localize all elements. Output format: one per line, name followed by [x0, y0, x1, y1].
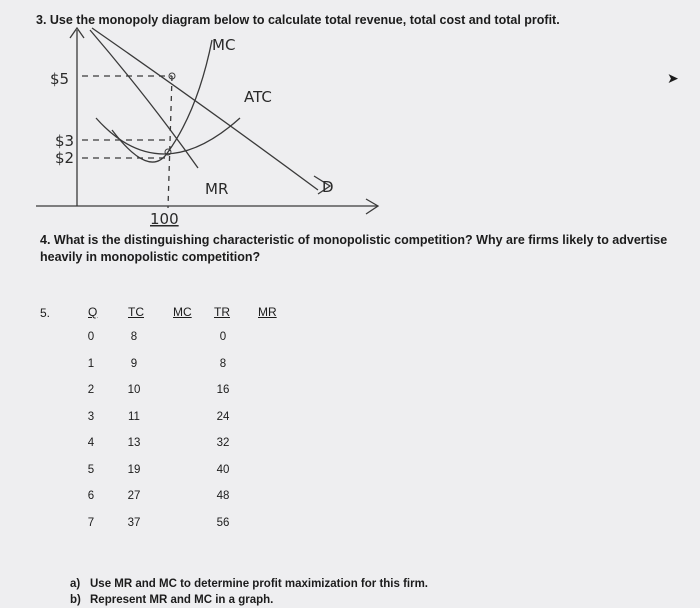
table-cell-q: 6: [87, 490, 95, 502]
table-cell-tc: 19: [127, 463, 141, 476]
table-cell-q: 2: [87, 384, 95, 396]
table-cell-tr: 8: [219, 357, 227, 370]
quantity-line: [168, 76, 172, 208]
mr-curve: [90, 30, 198, 168]
table-cell-tc: 8: [130, 331, 138, 343]
demand-curve: [92, 28, 318, 190]
question-5-parts: [70, 576, 428, 608]
table-cell-q: 3: [87, 410, 95, 423]
table-cell-q: 7: [87, 516, 95, 529]
quantity-100-label: 100: [150, 210, 179, 228]
part-a: a) Use MR and MC to determine profit maximization for this firm.: [70, 578, 429, 590]
mouse-cursor-icon: ➤: [667, 70, 679, 86]
table-cell-tc: 27: [127, 490, 141, 502]
table-cell-q: 0: [87, 331, 95, 343]
question-5-number: 5.: [40, 306, 51, 320]
monopoly-diagram: [0, 0, 700, 260]
question-3-text: 3. Use the monopoly diagram below to calculate total revenue, total cost and total profit.: [36, 13, 560, 27]
question-4-text: 4. What is the distinguishing characteristic of monopolistic competition? Why are firms likely to advertise heavily in monopolistic competition?: [40, 233, 668, 264]
table-cell-tr: 48: [216, 490, 230, 502]
price-2-label: $2: [55, 149, 75, 167]
price-3-label: $3: [55, 132, 75, 150]
price-5-label: $5: [50, 70, 70, 88]
table-cell-q: 5: [87, 463, 95, 476]
table-cell-tc: 10: [127, 384, 141, 396]
header-mr: MR: [258, 305, 277, 319]
table-cell-tr: 32: [216, 437, 230, 449]
table-cell-tr: 56: [216, 516, 230, 529]
table-cell-tc: 37: [127, 516, 141, 529]
header-mc: MC: [173, 305, 192, 319]
header-tc: TC: [128, 305, 144, 319]
table-cell-tr: 16: [216, 384, 230, 396]
table-cell-tr: 0: [219, 331, 227, 343]
table-cell-tc: 11: [128, 410, 140, 423]
table-cell-tc: 13: [127, 437, 141, 449]
table-cell-q: 1: [87, 357, 95, 370]
mr-label: MR: [205, 180, 229, 198]
table-cell-tc: 9: [130, 357, 138, 370]
table-cell-tr: 40: [216, 463, 230, 476]
mc-label: MC: [212, 36, 236, 54]
header-q: Q: [88, 305, 98, 319]
part-b: b) Represent MR and MC in a graph.: [70, 594, 274, 606]
table-cell-q: 4: [87, 437, 95, 449]
header-tr: TR: [214, 305, 230, 319]
demand-label: D: [322, 178, 334, 196]
table-cell-tr: 24: [216, 410, 230, 423]
atc-label: ATC: [244, 88, 272, 106]
